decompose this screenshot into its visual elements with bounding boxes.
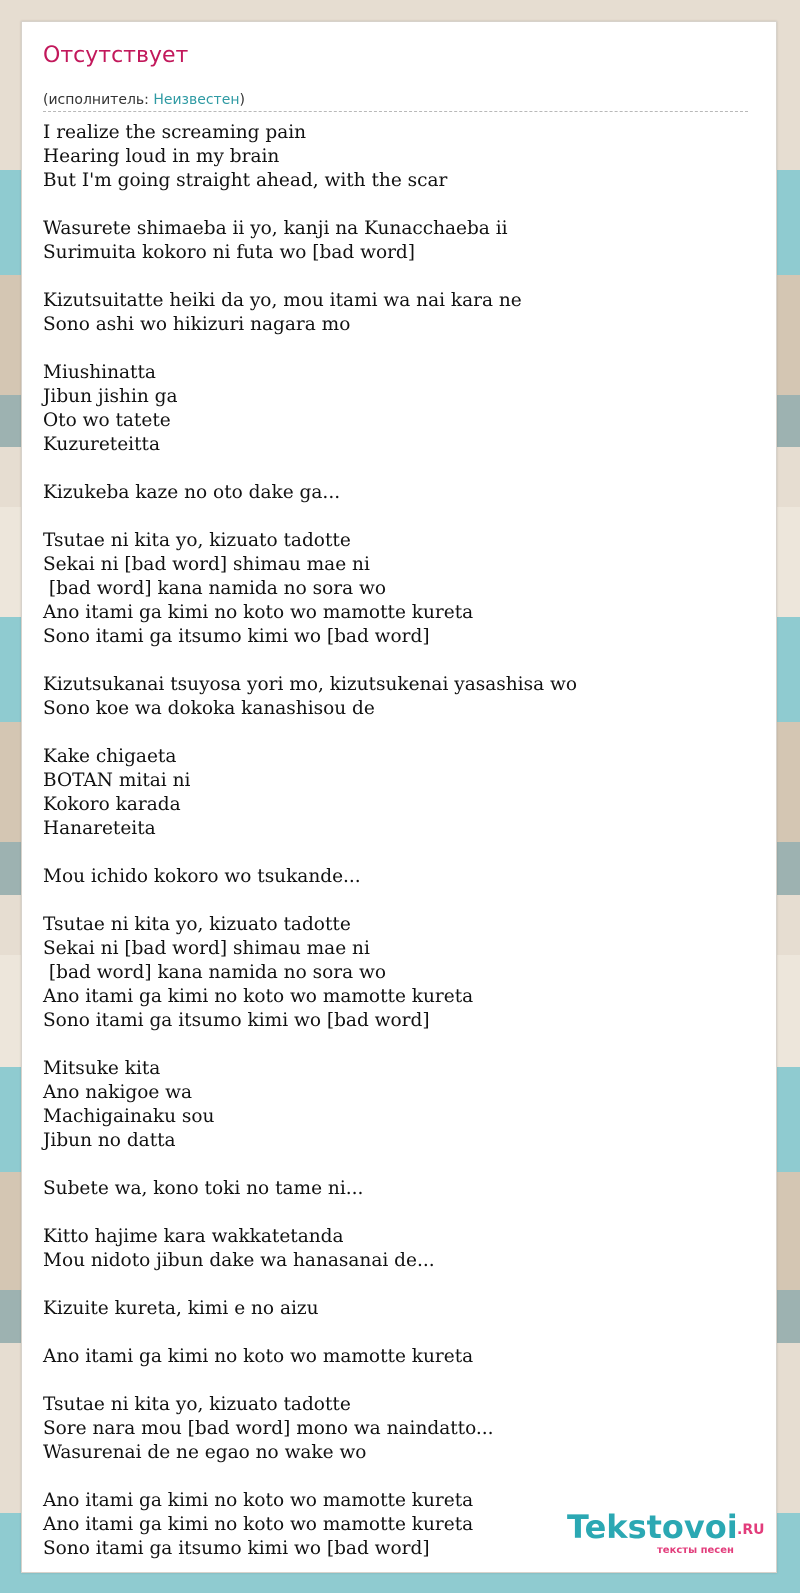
logo-name: Tekstovoi	[567, 1508, 738, 1546]
song-title: Отсутствует	[43, 43, 189, 68]
lyrics-text: I realize the screaming pain Hearing loud in my brain But I'm going straight ahead, with the scar Wasurete shimaeba ii yo, kanji na Kunacchaeba ii Surimuita kokoro ni futa wo [bad word] Kizutsuitatte heiki da yo, mou itami wa nai kara ne Sono ashi wo hikizuri nagara mo Miushinatta Jibun jishin ga Oto wo tatete Kuzureteitta Kizukeba kaze no oto dake ga... Tsutae ni kita yo, kizuato tadotte Sekai ni [bad word] shimau mae ni [bad word] kana namida no sora wo Ano itami ga kimi no koto wo mamotte kureta Sono itami ga itsumo kimi wo [bad word] Kizutsukanai tsuyosa yori mo, kizutsukenai yasashisa wo Sono koe wa dokoka kanashisou de Kake chigaeta BOTAN mitai ni Kokoro karada Hanareteita Mou ichido kokoro wo tsukande... Tsutae ni kita yo, kizuato tadotte Sekai ni [bad word] shimau mae ni [bad word] kana namida no sora wo Ano itami ga kimi no koto wo mamotte kureta Sono itami ga itsumo kimi wo [bad word] Mitsuke kita Ano nakigoe wa Machigainaku sou Jibun no datta Subete wa, kono toki no tame ni... Kitto hajime kara wakkatetanda Mou nidoto jibun dake wa hanasanai de... Kizuite kureta, kimi e no aizu Ano itami ga kimi no koto wo mamotte kureta Tsutae ni kita yo, kizuato tadotte Sore nara mou [bad word] mono wa naindatto... Wasurenai de ne egao no wake wo Ano itami ga kimi no koto wo mamotte kureta Ano itami ga kimi no koto wo mamotte kureta Sono itami ga itsumo kimi wo [bad word]	[43, 122, 577, 1559]
title-divider	[43, 111, 748, 112]
logo-tagline: тексты песен	[657, 1545, 734, 1556]
artist-link[interactable]: Неизвестен	[153, 92, 240, 108]
artist-prefix: (исполнитель:	[43, 92, 154, 108]
artist-line	[43, 92, 245, 108]
logo-tld: .RU	[737, 1522, 765, 1538]
site-logo[interactable]	[567, 1507, 767, 1557]
artist-suffix: )	[239, 92, 245, 108]
lyrics-card	[21, 21, 777, 1573]
